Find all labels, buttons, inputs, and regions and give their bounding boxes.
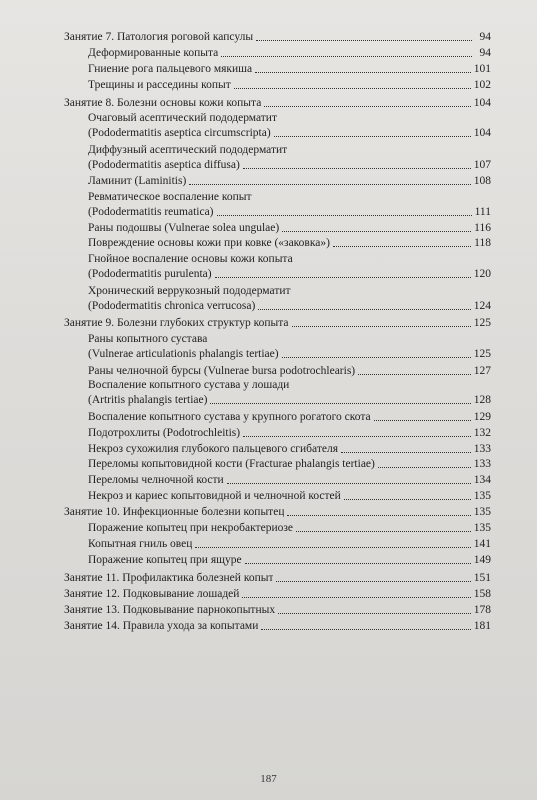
toc-entry-title-line: Хронический веррукозный пододерматит — [88, 285, 291, 297]
toc-page-number: 101 — [473, 63, 491, 75]
toc-chapter-entry — [64, 30, 491, 45]
dot-leader — [195, 547, 470, 548]
dot-leader — [274, 136, 471, 137]
toc-entry-title: Занятие 7. Патология роговой капсулы — [64, 31, 254, 43]
toc-entry-title: Поражение копытец при некробактериозе — [88, 522, 293, 534]
toc-entry-title: Гниение рога пальцевого мякиша — [88, 63, 253, 75]
dot-leader — [234, 88, 471, 89]
dot-leader — [378, 467, 471, 468]
toc-entry-title: Поражение копытец при ящуре — [88, 554, 242, 566]
toc-page-number: 94 — [479, 47, 491, 59]
toc-entry-title: Повреждение основы кожи при ковке («заковка») — [88, 237, 330, 249]
toc-entry-title: (Pododermatitis chronica verrucosa) — [88, 300, 256, 312]
toc-page-number: 149 — [473, 554, 491, 566]
toc-entry-title-line: Диффузный асептический пододерматит — [88, 144, 288, 156]
toc-entry-title-line: Очаговый асептический пододерматит — [88, 112, 277, 124]
toc-section-entry — [88, 410, 491, 425]
toc-section-entry — [88, 46, 491, 61]
toc-entry-title: Занятие 12. Подковывание лошадей — [64, 588, 240, 600]
toc-entry-title: (Artritis phalangis tertiae) — [88, 394, 208, 406]
toc-page-number: 104 — [473, 97, 491, 109]
toc-section-entry — [88, 364, 491, 379]
dot-leader — [227, 483, 471, 484]
dot-leader — [276, 581, 470, 582]
toc-section-entry — [88, 174, 491, 189]
toc-section-entry — [88, 78, 491, 93]
dot-leader — [243, 168, 471, 169]
toc-page-number: 135 — [473, 522, 491, 534]
toc-page-number: 151 — [473, 572, 491, 584]
page-number-folio: 187 — [260, 773, 277, 785]
toc-page-number: 116 — [474, 222, 491, 234]
toc-page-number: 107 — [473, 159, 491, 171]
dot-leader — [292, 326, 471, 327]
toc-section-entry — [88, 521, 491, 536]
toc-page-number: 158 — [473, 588, 491, 600]
toc-page-number: 108 — [473, 175, 491, 187]
toc-page-number: 125 — [473, 317, 491, 329]
toc-entry-title: Переломы копытовидной кости (Fracturae phalangis tertiae) — [88, 458, 375, 470]
toc-chapter-entry — [64, 619, 491, 634]
toc-page-number: 133 — [473, 458, 491, 470]
dot-leader — [282, 231, 471, 232]
toc-section-entry — [88, 332, 491, 362]
toc-entry-title: Занятие 11. Профилактика болезней копыт — [64, 572, 274, 584]
dot-leader — [358, 374, 471, 375]
toc-page-number: 120 — [473, 268, 491, 280]
toc-section-entry — [88, 284, 491, 314]
toc-entry-title-line: Гнойное воспаление основы кожи копыта — [88, 253, 293, 265]
toc-entry-title: Занятие 13. Подковывание парнокопытных — [64, 604, 276, 616]
toc-section-entry — [88, 111, 491, 141]
toc-page-number: 94 — [479, 31, 491, 43]
dot-leader — [189, 184, 470, 185]
toc-entry-title: Воспаление копытного сустава у крупного рогатого скота — [88, 411, 371, 423]
toc-entry-title: (Pododermatitis aseptica circumscripta) — [88, 127, 271, 139]
toc-section-entry — [88, 190, 491, 220]
toc-chapter-entry — [64, 316, 491, 331]
toc-entry-title: Занятие 8. Болезни основы кожи копыта — [64, 97, 262, 109]
toc-section-entry — [88, 553, 491, 568]
toc-section-entry — [88, 473, 491, 488]
toc-page-number: 128 — [473, 394, 491, 406]
toc-page-number: 141 — [473, 538, 491, 550]
toc-page-number: 134 — [473, 474, 491, 486]
dot-leader — [258, 309, 470, 310]
toc-page-number: 124 — [473, 300, 491, 312]
toc-entry-title: Трещины и расседины копыт — [88, 79, 231, 91]
toc-page-number: 133 — [473, 443, 491, 455]
toc-entry-title: (Pododermatitis reumatica) — [88, 206, 214, 218]
toc-page-number: 135 — [473, 506, 491, 518]
toc-entry-title: (Pododermatitis aseptica diffusa) — [88, 159, 240, 171]
toc-chapter-entry — [64, 587, 491, 602]
toc-section-entry — [88, 62, 491, 77]
toc-page-number: 129 — [473, 411, 491, 423]
dot-leader — [341, 452, 471, 453]
toc-page-number: 181 — [473, 620, 491, 632]
toc-entry-title: Занятие 10. Инфекционные болезни копытец — [64, 506, 285, 518]
toc-entry-title: Ламинит (Laminitis) — [88, 175, 187, 187]
toc-entry-title: Некроз сухожилия глубокого пальцевого сгибателя — [88, 443, 338, 455]
toc-entry-title: Раны подошвы (Vulnerae solea ungulae) — [88, 222, 280, 234]
dot-leader — [242, 597, 470, 598]
toc-page-number: 104 — [473, 127, 491, 139]
toc-page-number: 132 — [473, 427, 491, 439]
toc-page-number: 125 — [473, 348, 491, 360]
toc-entry-title: Подотрохлиты (Podotrochleitis) — [88, 427, 241, 439]
dot-leader — [210, 403, 470, 404]
dot-leader — [261, 629, 470, 630]
toc-entry-title: (Vulnerae articulationis phalangis tertiae) — [88, 348, 279, 360]
toc-section-entry — [88, 378, 491, 408]
dot-leader — [243, 436, 471, 437]
toc-section-entry — [88, 457, 491, 472]
toc-section-entry — [88, 537, 491, 552]
toc-chapter-entry — [64, 603, 491, 618]
toc-section-entry — [88, 489, 491, 504]
toc-page-number: 178 — [473, 604, 491, 616]
toc-entry-title: Занятие 9. Болезни глубоких структур копыта — [64, 317, 289, 329]
toc-chapter-entry — [64, 505, 491, 520]
toc-entry-title: Переломы челночной кости — [88, 474, 224, 486]
dot-leader — [255, 72, 471, 73]
dot-leader — [278, 613, 471, 614]
dot-leader — [333, 246, 471, 247]
toc-entry-title-line: Ревматическое воспаление копыт — [88, 191, 252, 203]
toc-entry-title: Некроз и кариес копытовидной и челночной костей — [88, 490, 341, 502]
toc-page-number: 111 — [474, 206, 491, 218]
toc-page-number: 127 — [473, 365, 491, 377]
toc-page-number: 118 — [474, 237, 491, 249]
toc-entry-title: Раны челночной бурсы (Vulnerae bursa podotrochlearis) — [88, 365, 356, 377]
dot-leader — [296, 531, 471, 532]
toc-entry-title: Занятие 14. Правила ухода за копытами — [64, 620, 259, 632]
toc-page-number: 135 — [473, 490, 491, 502]
toc-section-entry — [88, 442, 491, 457]
dot-leader — [245, 563, 471, 564]
toc-section-entry — [88, 426, 491, 441]
toc-section-entry — [88, 143, 491, 173]
toc-entry-title-line: Раны копытного сустава — [88, 333, 208, 345]
dot-leader — [374, 420, 471, 421]
dot-leader — [221, 56, 472, 57]
toc-chapter-entry — [64, 571, 491, 586]
dot-leader — [287, 515, 470, 516]
toc-entry-title-line: Воспаление копытного сустава у лошади — [88, 379, 290, 391]
dot-leader — [215, 277, 471, 278]
toc-section-entry — [88, 221, 491, 236]
toc-entry-title: (Pododermatitis purulenta) — [88, 268, 212, 280]
toc-page-number: 102 — [473, 79, 491, 91]
dot-leader — [264, 106, 470, 107]
dot-leader — [344, 499, 471, 500]
dot-leader — [256, 40, 472, 41]
toc-entry-title: Деформированные копыта — [88, 47, 219, 59]
toc-chapter-entry — [64, 96, 491, 111]
toc-section-entry — [88, 252, 491, 282]
toc-section-entry — [88, 236, 491, 251]
dot-leader — [282, 357, 471, 358]
dot-leader — [217, 215, 472, 216]
toc-entry-title: Копытная гниль овец — [88, 538, 193, 550]
